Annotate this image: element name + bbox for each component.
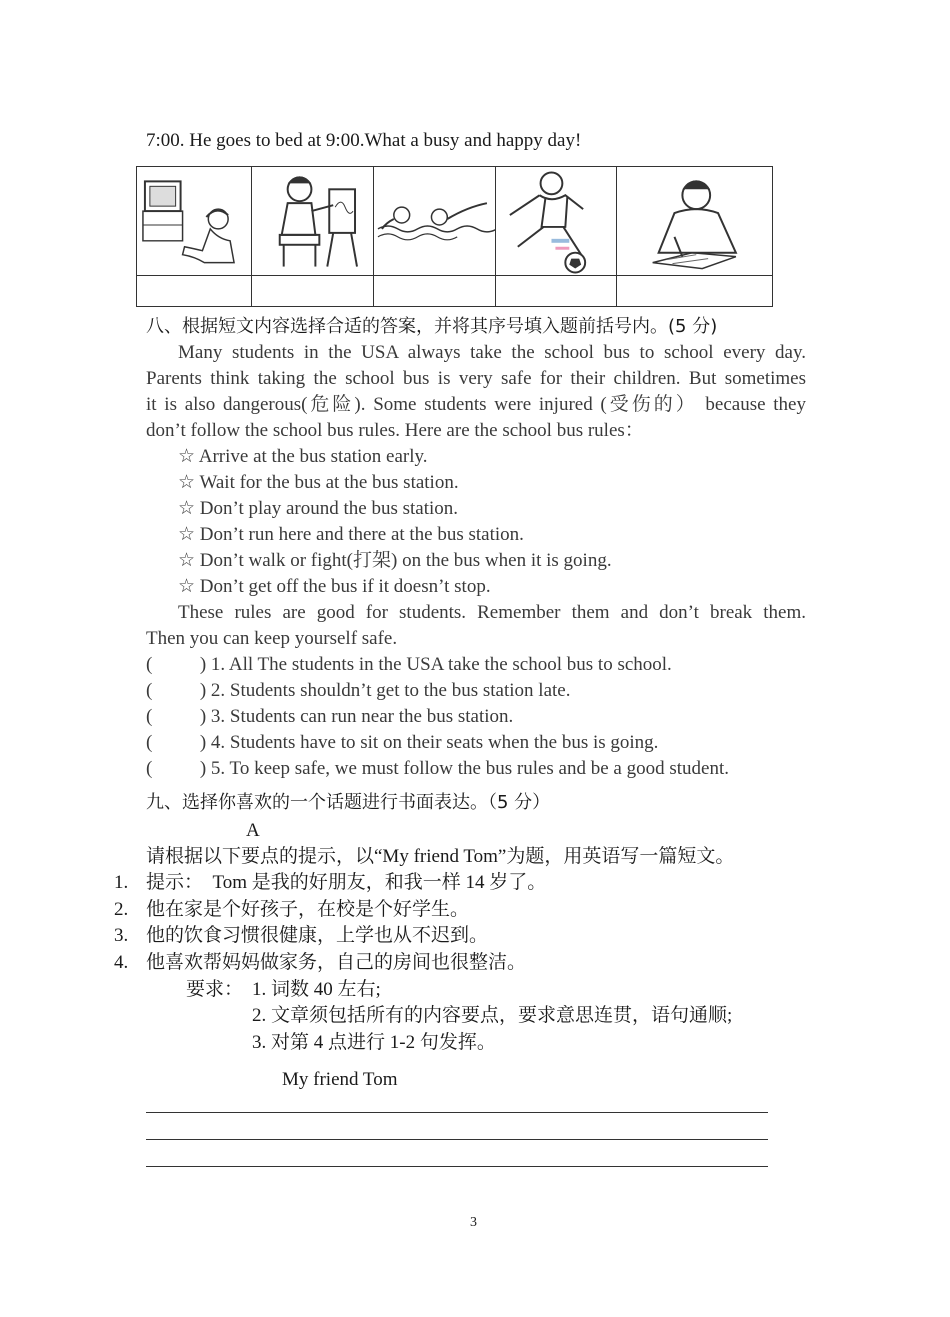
requirements-label: 要求： [186,979,244,1000]
picture-cell [495,167,617,276]
writing-intro: 请根据以下要点的提示，以“My friend Tom”为题，用英语写一篇短文。 [146,846,735,867]
passage-line: These rules are good for students. Remember them and don’t break them. [178,602,806,623]
boy-writing-homework-icon [617,167,772,275]
point-text: 提示： Tom 是我的好朋友，和我一样 14 岁了。 [146,872,547,893]
writing-line[interactable] [146,1139,768,1140]
point-number: 4. [114,952,129,973]
answer-cell[interactable] [617,276,773,307]
section-9-heading: 九、选择你喜欢的一个话题进行书面表达。（5 分） [146,792,551,813]
passage-line: Parents think taking the school bus is very safe for their children. But sometimes [146,368,806,389]
passage-line: it is also dangerous(危险). Some students were injured (受伤的） because they [146,394,806,415]
point-number: 2. [114,899,129,920]
point-text: 他喜欢帮妈妈做家务，自己的房间也很整洁。 [146,952,527,973]
requirement-item: 2. 文章须包括所有的内容要点，要求意思连贯，语句通顺; [252,1005,733,1026]
passage [146,340,806,782]
point-text: 他在家是个好孩子，在校是个好学生。 [146,899,470,920]
requirement-item: 3. 对第 4 点进行 1-2 句发挥。 [252,1032,496,1053]
rule-item: ☆ Don’t run here and there at the bus station. [178,524,524,545]
answer-cell[interactable] [137,276,252,307]
writing-line[interactable] [146,1166,768,1167]
answer-cell[interactable] [251,276,373,307]
point-text: 他的饮食习惯很健康，上学也从不迟到。 [146,925,489,946]
passage-line: don’t follow the school bus rules. Here are the school bus rules： [146,420,644,441]
writing-line[interactable] [146,1112,768,1113]
passage-line: Many students in the USA always take the school bus to school every day. [178,342,806,363]
question-item[interactable]: ( ) 3. Students can run near the bus station. [146,706,514,727]
picture-cell [373,167,495,276]
essay-title: My friend Tom [282,1069,398,1090]
picture-cell [617,167,773,276]
question-item[interactable]: ( ) 2. Students shouldn’t get to the bus station late. [146,680,571,701]
rule-item: ☆ Arrive at the bus station early. [178,446,428,467]
section-8-heading: 八、根据短文内容选择合适的答案，并将其序号填入题前括号内。(5 分) [146,316,718,337]
rule-item: ☆ Wait for the bus at the bus station. [178,472,459,493]
option-label: A [246,820,260,841]
picture-table [136,166,773,307]
rule-item: ☆ Don’t play around the bus station. [178,498,459,519]
question-item[interactable]: ( ) 4. Students have to sit on their seats when the bus is going. [146,732,659,753]
question-item[interactable]: ( ) 1. All The students in the USA take the school bus to school. [146,654,672,675]
passage-line: Then you can keep yourself safe. [146,628,398,649]
boy-watching-tv-icon [137,167,251,275]
page-number: 3 [470,1215,477,1230]
boy-painting-icon [252,167,373,275]
rule-item: ☆ Don’t get off the bus if it doesn’t stop. [178,576,491,597]
point-number: 1. [114,872,129,893]
picture-cell [251,167,373,276]
kids-swimming-icon [374,167,495,275]
top-sentence: 7:00. He goes to bed at 9:00.What a busy and happy day! [146,130,582,151]
question-item[interactable]: ( ) 5. To keep safe, we must follow the bus rules and be a good student. [146,758,729,779]
answer-cell[interactable] [495,276,617,307]
picture-cell [137,167,252,276]
boy-playing-football-icon [496,167,617,275]
answer-cell[interactable] [373,276,495,307]
requirement-item: 1. 词数 40 左右; [252,979,381,1000]
point-number: 3. [114,925,129,946]
rule-item: ☆ Don’t walk or fight(打架) on the bus when it is going. [178,550,612,571]
